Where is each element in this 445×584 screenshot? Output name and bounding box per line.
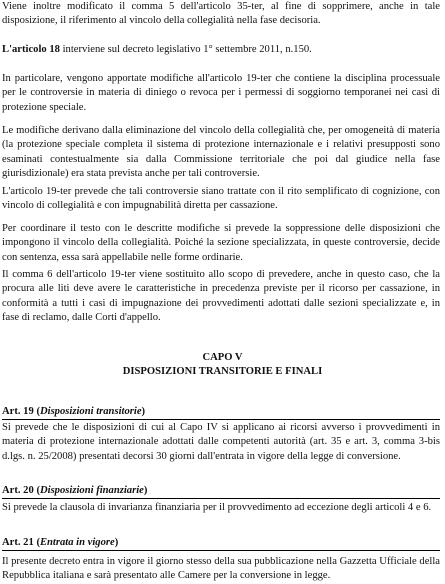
article-18-lead: L'articolo 18 [2, 44, 60, 55]
article-title: Entrata in vigore [39, 537, 115, 548]
article-number: Art. 21 [2, 537, 34, 548]
paragraph-collegialita: Le modifiche derivano dalla eliminazione del vincolo della collegialità che, per omogeneità di materia (la protezione speciale completa il sistema di protezione internazionale e i relativi presupposti sono esaminati contestualmente sia dalla Commissione territoriale che poi dal giudice nella fase giurisdizionale) era stata prevista anche per tali controversie. [2, 125, 440, 180]
article-19-body: Si prevede che le disposizioni di cui al Capo IV si applicano ai ricorsi avverso i provvedimenti in materia di protezione internazionale adottati dalle competenti autorità (art. 35 e art. 3, comma 3-bis d.lgs. n. 25/2008) presentati decorsi 30 giorni dall'entrata in vigore della legge di conversione. [2, 422, 440, 462]
article-21-heading: Art. 21 (Entrata in vigore) [2, 537, 119, 548]
article-title: Disposizioni finanziarie [39, 485, 144, 496]
heading-divider [2, 419, 440, 420]
paragraph-coordinamento: Per coordinare il testo con le descritte modifiche si prevede la soppressione delle disposizioni che impongono il vincolo della collegialità. Poiché la sezione specializzata, in queste controversie, decide con sentenza, essa sarà appellabile nelle forme ordinarie. [2, 223, 440, 263]
heading-divider [2, 498, 440, 499]
article-18-text: interviene sul decreto legislativo 1° settembre 2011, n.150. [59, 44, 312, 55]
paragraph-comma-5: Viene inoltre modificato il comma 5 dell'articolo 35-ter, al fine di sopprimere, anche in tale disposizione, il riferimento al vincolo della collegialità nella fase decisoria. [2, 1, 440, 27]
article-21-body: Il presente decreto entra in vigore il giorno stesso della sua pubblicazione nella Gazzetta Ufficiale della Repubblica italiana e sarà presentato alle Camere per la conversione in legge. [2, 556, 440, 582]
heading-divider [2, 550, 440, 551]
paragraph-articolo-18 [2, 43, 440, 57]
chapter-title: CAPO V [202, 352, 243, 363]
article-19-heading: Art. 19 (Disposizioni transitorie) [2, 406, 146, 417]
article-number: Art. 19 [2, 406, 34, 417]
article-number: Art. 20 [2, 485, 34, 496]
article-20-body: Si prevede la clausola di invarianza finanziaria per il provvedimento ad eccezione degli articoli 4 e 6. [2, 502, 432, 513]
article-title: Disposizioni transitorie [39, 406, 142, 417]
chapter-subtitle: DISPOSIZIONI TRANSITORIE E FINALI [122, 366, 323, 377]
article-20-heading: Art. 20 (Disposizioni finanziarie) [2, 485, 148, 496]
paragraph-comma-6: Il comma 6 dell'articolo 19-ter viene sostituito allo scopo di prevedere, anche in questo caso, che la procura alle liti deve avere le caratteristiche in precedenza previste per il ricorso per cassazione, in conformità a tutti i casi di impugnazione dei provvedimenti adottati dalle sezioni specializzate e, in fase di reclamo, dalle Corti d'appello. [2, 269, 440, 324]
paragraph-rito-semplificato: L'articolo 19-ter prevede che tali controversie siano trattate con il rito semplificato di cognizione, con vincolo di collegialità e con impugnabilità diretta per cassazione. [2, 186, 440, 212]
paragraph-modifiche-19ter: In particolare, vengono apportate modifiche all'articolo 19-ter che contiene la disciplina processuale per le controversie in materia di diniego o revoca per i permessi di soggiorno temporanei nei casi di protezione speciale. [2, 73, 440, 113]
